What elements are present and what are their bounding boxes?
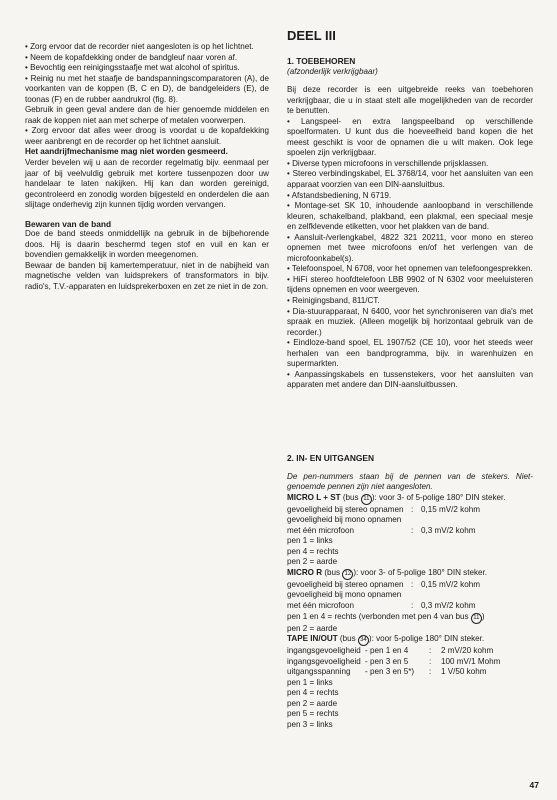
- pin-line: pen 2 = aarde: [287, 557, 338, 567]
- section-title: 1. TOEBEHOREN: [287, 56, 356, 66]
- accessory-item: • Stereo verbindingskabel, EL 3768/14, voor het aansluiten van een apparaat voorzien van een DIN-aansluitbus.: [287, 169, 533, 190]
- paragraph: • Bevochtig een reinigingsstaafje met wat alcohol of spiritus.: [25, 63, 240, 73]
- connector-heading: MICRO L + ST (bus 11 ): voor 3- of 5-polige 180° DIN steker.: [287, 493, 533, 505]
- paragraph: Gebruik in geen geval andere dan de hier genoemde middelen en raak de koppen niet aan met scherpe of metalen voorwerpen.: [25, 105, 269, 125]
- connector-label: TAPE IN/OUT: [287, 634, 338, 644]
- section-title: Bewaren van de band: [25, 218, 112, 229]
- paragraph: • Zorg ervoor dat de recorder niet aangesloten is op het lichtnet.: [25, 42, 254, 51]
- accessory-item: • Montage-set SK 10, inhoudende aanloopband in verschillende kleuren, schakelband, plakband, een plakmal, een speciaal mesje en zelfklevende etiketten, voor het plakken van de band.: [287, 201, 533, 232]
- accessory-item: • Diverse typen microfoons in verschillende prijsklassen.: [287, 158, 489, 168]
- accessory-item: • Eindloze-band spoel, EL 1907/52 (CE 10), voor het steeds weer herhalen van een bandprogramma, bijv. in warenhuizen en supermarkten.: [287, 338, 533, 369]
- connector-heading: TAPE IN/OUT (bus 34 ): voor 5-polige 180° DIN steker.: [287, 634, 533, 646]
- spec-row: met één microfoon : 0,3 mV/2 kohm: [287, 525, 476, 535]
- connector-label: MICRO R: [287, 567, 323, 577]
- paragraph: Doe de band steeds onmiddellijk na gebruik in de bijbehorende doos. Hij is daarin beschermd tegen stof en vuil en kan er bovendien gemakkelijk in worden meegenomen.: [25, 229, 269, 260]
- pin-line: pen 1 = links: [287, 677, 333, 687]
- accessory-item: • HiFi stereo hoofdtelefoon LBB 9902 of N 6302 voor meeluisteren tijdens opnemen en voor weergeven.: [287, 274, 533, 295]
- paragraph: • Zorg ervoor dat alles weer droog is voordat u de kopafdekking weer aanbrengt en de recorder op het lichtnet aansluit.: [25, 126, 269, 146]
- spec-row: gevoeligheid bij stereo opnamen : 0,15 mV/2 kohm: [287, 579, 480, 589]
- accessory-item: • Langspeel- en extra langspeelband op verschillende spoelformaten. U kunt dus die hoeveelheid band kopen die het meest geschikt is voor de opnamen die u wilt maken. Ook lege spoelen zijn verkrijgbaar.: [287, 116, 533, 158]
- pin-line: pen 4 = rechts: [287, 546, 339, 556]
- spec-row: uitgangsspanning - pen 3 en 5*) : 1 V/50 kohm: [287, 667, 487, 677]
- connector-heading: MICRO R (bus 12 ): voor 3- of 5-polige 180° DIN steker.: [287, 568, 533, 580]
- spec-row: ingangsgevoeligheid - pen 3 en 5 : 100 mV/1 Mohm: [287, 656, 501, 666]
- spec-row: gevoeligheid bij mono opnamen: [287, 515, 402, 525]
- part-heading: DEEL III: [287, 28, 336, 43]
- accessory-item: • Aansluit-/verlengkabel, 4822 321 20211, voor mono en stereo opnemen met twee microfoons en/of het verlengen van de microfoonkabel(s).: [287, 232, 533, 263]
- pin-line: pen 3 = links: [287, 719, 333, 729]
- paragraph: Verder bevelen wij u aan de recorder regelmatig bijv. eenmaal per jaar of bij veelvuldig gebruik met kortere tussenpozen door uw handelaar te laten nakijken. Hij kan dan worden gereinigd, gecontroleerd en zonodig worden bijgesteld en onderdelen die aan slijtage onderhevig zijn kunnen tijdig worden vervangen.: [25, 158, 269, 210]
- bus-number-badge: 11: [361, 494, 372, 505]
- accessory-item: • Aanpassingskabels en tussenstekers, voor het aansluiten van apparaten met andere dan DIN-aansluitbussen.: [287, 369, 533, 390]
- paragraph: Bewaar de banden bij kamertemperatuur, niet in de nabijheid van magnetische velden van luidsprekers of transformators in bijv. radio's, T.V.-apparaten en luidsprekerboxen en zet ze niet in de zon.: [25, 260, 269, 292]
- spec-row: met één microfoon : 0,3 mV/2 kohm: [287, 600, 476, 610]
- pin-line: pen 2 = aarde: [287, 698, 338, 708]
- pin-line: pen 1 en 4 = rechts (verbonden met pen 4 van bus 11 ): [287, 612, 533, 624]
- right-column: [287, 28, 533, 730]
- accessory-item: • Reinigingsband, 811/CT.: [287, 296, 380, 306]
- bus-number-badge: 12: [342, 569, 353, 580]
- paragraph: • Neem de kopafdekking onder de bandgleuf naar voren af.: [25, 52, 238, 62]
- bus-number-badge: 34: [358, 635, 369, 646]
- pin-line: pen 4 = rechts: [287, 688, 339, 698]
- spec-row: gevoeligheid bij mono opnamen: [287, 590, 402, 600]
- pin-line: pen 5 = rechts: [287, 709, 339, 719]
- paragraph: Bij deze recorder is een uitgebreide reeks van toebehoren verkrijgbaar, die u in staat stelt alle mogelijkheden van de recorder te benutten.: [287, 85, 533, 116]
- accessory-item: • Telefoonspoel, N 6708, voor het opnemen van telefoongesprekken.: [287, 264, 533, 274]
- connector-label: MICRO L + ST: [287, 492, 341, 502]
- warning-text: Het aandrijfmechanisme mag niet worden gesmeerd.: [25, 147, 228, 157]
- spec-row: ingangsgevoeligheid - pen 1 en 4 : 2 mV/20 kohm: [287, 646, 494, 656]
- left-column: [25, 42, 269, 293]
- spec-row: gevoeligheid bij stereo opnamen : 0,15 mV/2 kohm: [287, 504, 480, 514]
- page-number: 47: [529, 780, 539, 790]
- pin-line: pen 2 = aarde: [287, 623, 338, 633]
- accessory-item: • Dia-stuurapparaat, N 6400, voor het synchroniseren van dia's met spraak en muziek. (Alleen mogelijk bij horizontaal gebruik van de recorder.): [287, 306, 533, 337]
- pin-line: pen 1 = links: [287, 536, 333, 546]
- section-subtitle: (afzonderlijk verkrijgbaar): [287, 66, 378, 76]
- section-title: 2. IN- EN UITGANGEN: [287, 452, 375, 463]
- section-subtitle: De pen-nummers staan bij de pennen van de stekers. Niet-genoemde pennen zijn niet aangesloten.: [287, 471, 533, 492]
- paragraph: • Reinig nu met het staafje de bandspanningscomparatoren (A), de voorkanten van de koppen (B, C en D), de bandgeleiders (E), de toonas (F) en de rubber aandrukrol (fig. 8).: [25, 73, 269, 104]
- accessory-item: • Afstandsbediening, N 6719.: [287, 190, 392, 200]
- bus-number-badge: 11: [471, 613, 482, 624]
